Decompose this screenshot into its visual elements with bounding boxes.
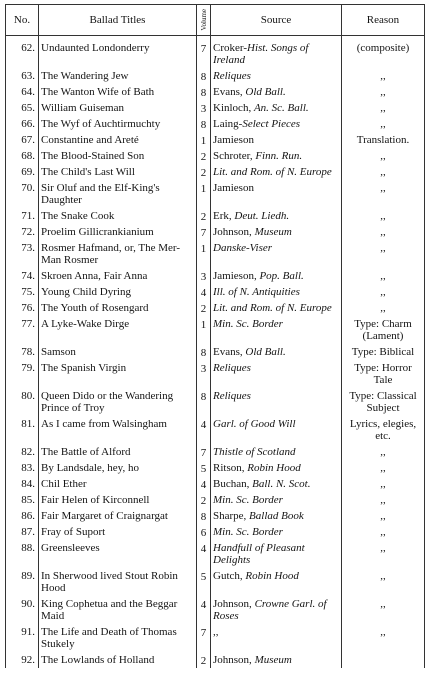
source-italic-text: Min. Sc. Border [213,318,283,330]
table-row [6,164,425,180]
volume-number: 3 [197,360,211,388]
source-text: ,, [213,626,219,638]
source-text: Jamieson, [213,270,260,282]
table-row [6,116,425,132]
source-italic-text: Ill. of N. Antiquities [213,286,300,298]
row-number: 85. [6,492,39,508]
reason-cell: ,, [342,100,425,116]
ballad-title: Young Child Dyring [39,284,197,300]
volume-number: 8 [197,68,211,84]
source-italic-text: Old Ball. [245,86,286,98]
reason-cell: ,, [342,540,425,568]
source-italic-text: Robin Hood [247,462,301,474]
source-cell [211,568,342,596]
source-cell [211,624,342,652]
ballad-title: Queen Dido or the Wandering Prince of Troy [39,388,197,416]
table-row [6,624,425,652]
table-row [6,444,425,460]
reason-cell: ,, [342,224,425,240]
ballad-table [5,4,425,668]
table-row [6,568,425,596]
volume-number: 2 [197,164,211,180]
row-number: 74. [6,268,39,284]
volume-number: 8 [197,508,211,524]
reason-cell: Type: Biblical [342,344,425,360]
source-italic-text: Robin Hood [245,570,299,582]
row-number: 89. [6,568,39,596]
row-number: 66. [6,116,39,132]
source-cell [211,388,342,416]
row-number: 77. [6,316,39,344]
source-text: Johnson, [213,226,255,238]
row-number: 78. [6,344,39,360]
ballad-title: The Youth of Rosengard [39,300,197,316]
ballad-title: Sir Oluf and the Elf-King's Daughter [39,180,197,208]
reason-cell: Type: Horror Tale [342,360,425,388]
header-no: No. [6,5,39,36]
reason-cell: ,, [342,284,425,300]
volume-number: 7 [197,444,211,460]
reason-cell: ,, [342,84,425,100]
table-row [6,524,425,540]
volume-number: 8 [197,344,211,360]
source-text: Evans, [213,86,246,98]
row-number: 84. [6,476,39,492]
source-text: Buchan, [213,478,253,490]
source-text: Erk, [213,210,235,222]
row-number: 76. [6,300,39,316]
source-cell [211,508,342,524]
volume-number: 4 [197,416,211,444]
row-number: 91. [6,624,39,652]
source-italic-text: Lit. and Rom. of N. Europe [213,166,332,178]
source-cell [211,300,342,316]
table-row [6,360,425,388]
source-italic-text: Crowne Garl. of Roses [213,598,327,622]
reason-cell: ,, [342,240,425,268]
source-cell [211,284,342,300]
volume-number: 4 [197,284,211,300]
source-italic-text: Garl. of Good Will [213,418,296,430]
source-italic-text: Museum [254,226,292,238]
volume-number: 1 [197,132,211,148]
ballad-title: Samson [39,344,197,360]
source-text: Sharpe, [213,510,250,522]
source-cell [211,596,342,624]
table-row [6,316,425,344]
ballad-title: As I came from Walsingham [39,416,197,444]
header-volume-label: Volume [199,9,208,31]
reason-cell: ,, [342,476,425,492]
source-text: Evans, [213,346,246,358]
source-italic-text: Museum [254,654,292,666]
ballad-title: The Life and Death of Thomas Stukely [39,624,197,652]
source-italic-text: Deut. Liedh. [234,210,290,222]
row-number: 62. [6,40,39,68]
table-row [6,540,425,568]
row-number: 90. [6,596,39,624]
source-cell [211,540,342,568]
reason-cell: Lyrics, elegies, etc. [342,416,425,444]
row-number: 64. [6,84,39,100]
source-cell [211,180,342,208]
source-cell [211,360,342,388]
ballad-title: Fair Helen of Kirconnell [39,492,197,508]
volume-number: 4 [197,476,211,492]
source-italic-text: Select Pieces [242,118,301,130]
row-number: 83. [6,460,39,476]
ballad-title: A Lyke-Wake Dirge [39,316,197,344]
ballad-title: Undaunted Londonderry [39,40,197,68]
ballad-title: William Guiseman [39,100,197,116]
reason-cell: Type: Classical Subject [342,388,425,416]
volume-number: 1 [197,316,211,344]
row-number: 70. [6,180,39,208]
source-cell [211,164,342,180]
table-row [6,224,425,240]
volume-number: 8 [197,116,211,132]
row-number: 81. [6,416,39,444]
volume-number: 1 [197,180,211,208]
table-row [6,180,425,208]
source-cell [211,148,342,164]
row-number: 68. [6,148,39,164]
source-cell [211,132,342,148]
row-number: 72. [6,224,39,240]
source-cell [211,240,342,268]
source-italic-text: Finn. Run. [255,150,303,162]
source-text: Kinloch, [213,102,254,114]
reason-cell: ,, [342,524,425,540]
table-body [6,36,425,669]
table-row [6,240,425,268]
volume-number: 8 [197,84,211,100]
volume-number: 2 [197,148,211,164]
volume-number: 8 [197,388,211,416]
volume-number: 7 [197,624,211,652]
reason-cell: ,, [342,460,425,476]
ballad-title: The Spanish Virgin [39,360,197,388]
row-number: 86. [6,508,39,524]
source-italic-text: Reliques [213,390,251,402]
reason-cell [342,652,425,668]
header-volume [197,5,211,36]
table-row [6,208,425,224]
volume-number: 1 [197,240,211,268]
source-italic-text: Reliques [213,70,251,82]
source-text: Croker- [213,42,247,54]
volume-number: 6 [197,524,211,540]
header-title: Ballad Titles [39,5,197,36]
table-row [6,300,425,316]
source-cell [211,84,342,100]
source-text: Schroter, [213,150,256,162]
source-italic-text: Min. Sc. Border [213,526,283,538]
reason-cell: ,, [342,116,425,132]
source-cell [211,476,342,492]
table-row [6,268,425,284]
ballad-title: Proelim Gillicrankianium [39,224,197,240]
source-text: Jamieson [213,134,254,146]
volume-number: 5 [197,568,211,596]
ballad-title: Skroen Anna, Fair Anna [39,268,197,284]
table-row [6,508,425,524]
table-row [6,344,425,360]
source-cell [211,344,342,360]
ballad-title: Chil Ether [39,476,197,492]
volume-number: 3 [197,100,211,116]
row-number: 75. [6,284,39,300]
source-cell [211,460,342,476]
source-cell [211,100,342,116]
reason-cell: ,, [342,68,425,84]
source-cell [211,416,342,444]
ballad-title: Rosmer Hafmand, or, The Mer-Man Rosmer [39,240,197,268]
table-row [6,84,425,100]
table-row [6,100,425,116]
row-number: 67. [6,132,39,148]
source-italic-text: Ball. N. Scot. [252,478,311,490]
source-text: Johnson, [213,598,255,610]
reason-cell: ,, [342,268,425,284]
ballad-title: King Cophetua and the Beggar Maid [39,596,197,624]
source-text: Ritson, [213,462,248,474]
ballad-title: Fray of Suport [39,524,197,540]
reason-cell: ,, [342,444,425,460]
row-number: 80. [6,388,39,416]
ballad-title: The Wyf of Auchtirmuchty [39,116,197,132]
volume-number: 7 [197,224,211,240]
volume-number: 2 [197,652,211,668]
volume-number: 4 [197,540,211,568]
ballad-title: The Wanton Wife of Bath [39,84,197,100]
source-text: Jamieson [213,182,254,194]
table-row [6,416,425,444]
table-row [6,68,425,84]
source-cell [211,524,342,540]
volume-number: 5 [197,460,211,476]
table-row [6,476,425,492]
source-italic-text: Thistle of Scotland [213,446,296,458]
table-row [6,388,425,416]
row-number: 65. [6,100,39,116]
ballad-title: The Battle of Alford [39,444,197,460]
source-text: Gutch, [213,570,246,582]
reason-cell: ,, [342,624,425,652]
source-cell [211,652,342,668]
source-cell [211,316,342,344]
volume-number: 2 [197,300,211,316]
source-cell [211,268,342,284]
volume-number: 2 [197,208,211,224]
table-row [6,40,425,68]
row-number: 79. [6,360,39,388]
table-row [6,492,425,508]
ballad-title: In Sherwood lived Stout Robin Hood [39,568,197,596]
source-italic-text: An. Sc. Ball. [253,102,309,114]
ballad-title: By Landsdale, hey, ho [39,460,197,476]
source-cell [211,444,342,460]
source-cell [211,40,342,68]
source-italic-text: Ballad Book [249,510,304,522]
ballad-title: The Lowlands of Holland [39,652,197,668]
ballad-title: Fair Margaret of Craignargat [39,508,197,524]
ballad-title: The Blood-Stained Son [39,148,197,164]
volume-number: 4 [197,596,211,624]
ballad-title: The Child's Last Will [39,164,197,180]
row-number: 92. [6,652,39,668]
row-number: 69. [6,164,39,180]
reason-cell: ,, [342,180,425,208]
ballad-title: Constantine and Areté [39,132,197,148]
header-reason: Reason [342,5,425,36]
reason-cell: ,, [342,148,425,164]
row-number: 73. [6,240,39,268]
table-row [6,284,425,300]
reason-cell: Translation. [342,132,425,148]
source-text: Johnson, [213,654,255,666]
reason-cell: ,, [342,508,425,524]
reason-cell: Type: Charm (Lament) [342,316,425,344]
ballad-title: The Wandering Jew [39,68,197,84]
source-text: Laing- [213,118,243,130]
source-italic-text: Min. Sc. Border [213,494,283,506]
reason-cell: ,, [342,164,425,180]
table-row [6,460,425,476]
row-number: 82. [6,444,39,460]
source-cell [211,224,342,240]
reason-cell: ,, [342,300,425,316]
reason-cell: (composite) [342,40,425,68]
source-italic-text: Danske-Viser [213,242,273,254]
table-row [6,596,425,624]
row-number: 63. [6,68,39,84]
reason-cell: ,, [342,208,425,224]
source-italic-text: Pop. Ball. [259,270,304,282]
source-italic-text: Handfull of Pleasant Delights [213,542,305,566]
row-number: 71. [6,208,39,224]
reason-cell: ,, [342,568,425,596]
table-row [6,652,425,668]
volume-number: 7 [197,40,211,68]
reason-cell: ,, [342,492,425,508]
source-cell [211,208,342,224]
source-cell [211,492,342,508]
table-row [6,132,425,148]
header-source: Source [211,5,342,36]
reason-cell: ,, [342,596,425,624]
ballad-title: Greensleeves [39,540,197,568]
source-italic-text: Hist. Songs of Ireland [213,42,309,66]
ballad-title: The Snake Cook [39,208,197,224]
source-cell [211,68,342,84]
table-header [6,5,425,36]
row-number: 88. [6,540,39,568]
row-number: 87. [6,524,39,540]
volume-number: 2 [197,492,211,508]
source-cell [211,116,342,132]
source-italic-text: Reliques [213,362,251,374]
source-italic-text: Lit. and Rom. of N. Europe [213,302,332,314]
table-row [6,148,425,164]
source-italic-text: Old Ball. [245,346,286,358]
volume-number: 3 [197,268,211,284]
